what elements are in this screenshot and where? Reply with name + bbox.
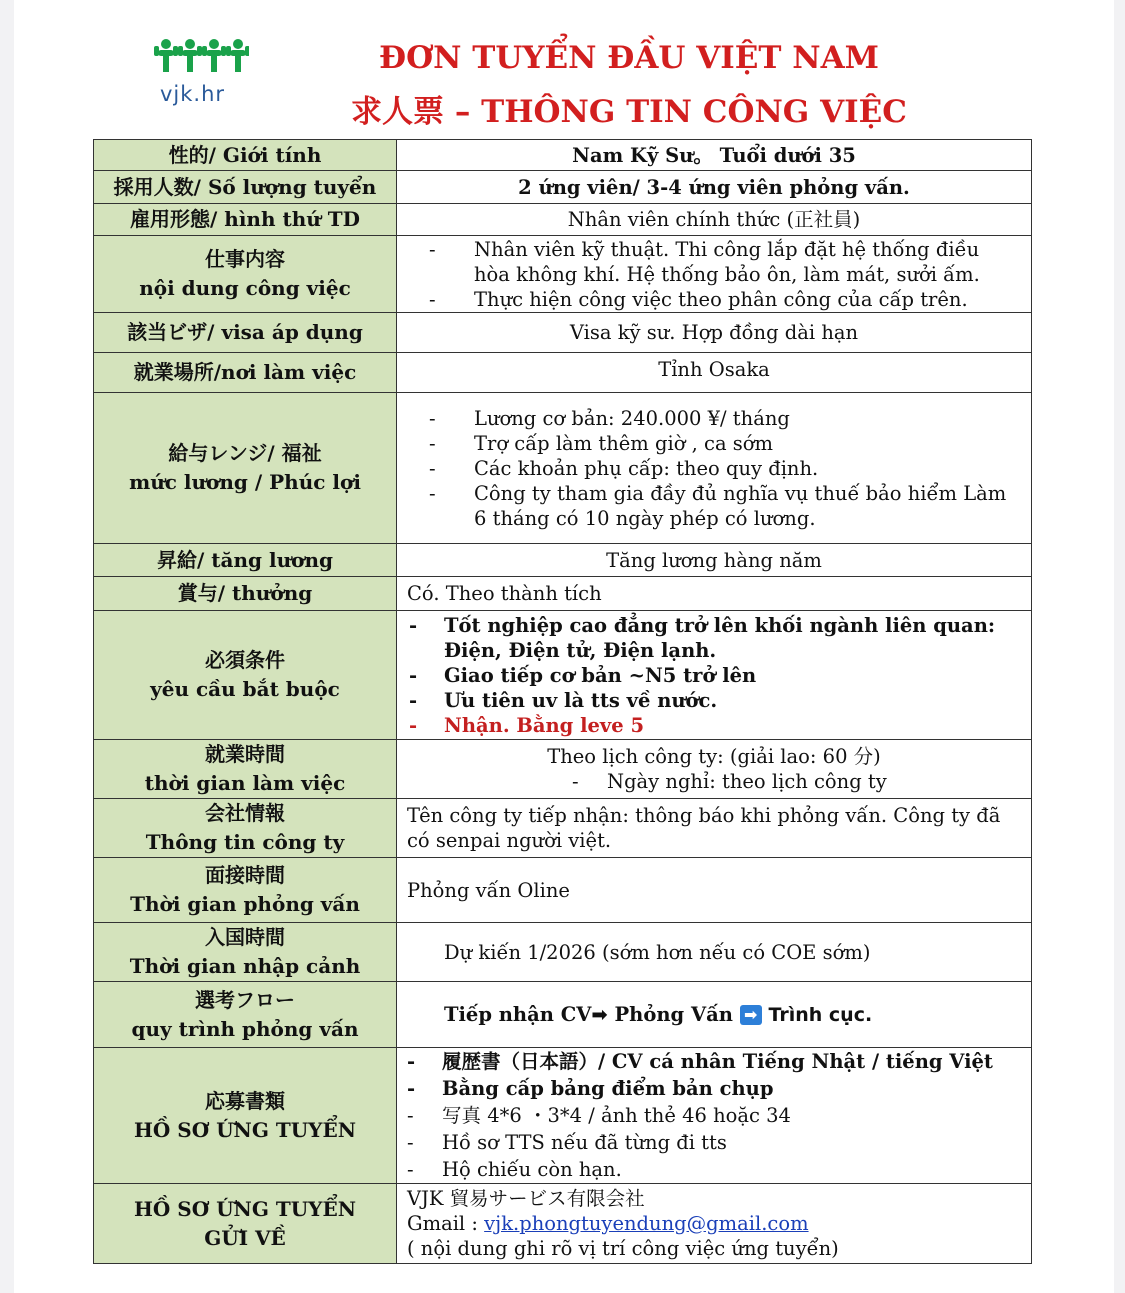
row-interview [94, 858, 1032, 923]
label-documents-jp: 応募書類 [205, 1088, 285, 1113]
label-entry-jp: 入国時間 [205, 925, 285, 949]
row-entry [94, 923, 1032, 982]
label-interview [94, 858, 397, 923]
row-process [94, 982, 1032, 1048]
arrow-right-icon: ➡ [591, 1002, 608, 1026]
value-requirements [397, 611, 1032, 740]
label-documents [94, 1048, 397, 1184]
process-step-interview: Phỏng Vấn [614, 1002, 733, 1026]
row-employment [94, 204, 1032, 236]
label-company-vi: Thông tin công ty [145, 830, 345, 854]
process-step-bureau: Trình cục. [768, 1003, 873, 1026]
row-gender [94, 140, 1032, 171]
list-item: - 写真 4*6 ・3*4 / ảnh thẻ 46 hoặc 34 [407, 1102, 1021, 1129]
label-employment: 雇用形態/ hình thứ TD [94, 204, 397, 236]
list-item: - Hồ sơ TTS nếu đã từng đi tts [407, 1129, 1021, 1156]
list-item: - Bằng cấp bảng điểm bản chụp [407, 1075, 1021, 1102]
row-hours [94, 740, 1032, 799]
label-interview-vi: Thời gian phỏng vấn [130, 892, 360, 916]
label-send-line2: GỬI VỀ [204, 1225, 286, 1250]
row-documents [94, 1048, 1032, 1184]
label-visa: 該当ビザ/ visa áp dụng [94, 313, 397, 353]
arrow-right-box-icon: ➡ [740, 1005, 762, 1025]
label-job [94, 236, 397, 313]
label-entry [94, 923, 397, 982]
label-send [94, 1184, 397, 1264]
list-item: - Hộ chiếu còn hạn. [407, 1156, 1021, 1183]
list-item: - Thực hiện công việc theo phân công của cấp trên. [429, 287, 1021, 312]
label-process [94, 982, 397, 1048]
recipient-company: VJK 貿易サービス有限会社 [407, 1187, 645, 1210]
value-send [397, 1184, 1032, 1264]
label-salary [94, 393, 397, 544]
label-process-vi: quy trình phỏng vấn [131, 1016, 359, 1041]
label-salary-vi: mức lương / Phúc lợi [129, 470, 361, 494]
list-item: - Các khoản phụ cấp: theo quy định. [429, 456, 1021, 481]
label-quantity: 採用人数/ Số lượng tuyển [94, 171, 397, 204]
list-item: - Lương cơ bản: 240.000 ¥/ tháng [429, 406, 1021, 431]
label-location: 就業場所/nơi làm việc [94, 353, 397, 393]
value-employment: Nhân viên chính thức (正社員) [397, 204, 1032, 236]
value-visa: Visa kỹ sư. Hợp đồng dài hạn [397, 313, 1032, 353]
row-raise [94, 544, 1032, 577]
logo-text: vjk.hr [160, 82, 226, 106]
row-send [94, 1184, 1032, 1264]
value-location: Tỉnh Osaka [397, 353, 1032, 393]
row-quantity [94, 171, 1032, 204]
value-entry: Dự kiến 1/2026 (sớm hơn nếu có COE sớm) [397, 923, 1032, 982]
label-requirements-jp: 必須条件 [205, 648, 285, 672]
value-raise: Tăng lương hàng năm [397, 544, 1032, 577]
gmail-label: Gmail : [407, 1212, 485, 1235]
label-hours-vi: thời gian làm việc [144, 771, 346, 795]
value-hours [397, 740, 1032, 799]
page-title: ĐƠN TUYỂN ĐẦU VIỆT NAM [379, 40, 879, 76]
row-location [94, 353, 1032, 393]
label-company-jp: 会社情報 [205, 801, 285, 825]
row-company [94, 799, 1032, 858]
label-requirements [94, 611, 397, 740]
label-raise: 昇給/ tăng lương [94, 544, 397, 577]
value-job [397, 236, 1032, 313]
row-job [94, 236, 1032, 313]
label-hours [94, 740, 397, 799]
label-gender: 性的/ Giới tính [94, 140, 397, 171]
label-entry-vi: Thời gian nhập cảnh [129, 954, 361, 978]
list-item: - Công ty tham gia đầy đủ nghĩa vụ thuế bảo hiểm Làm 6 tháng có 10 ngày phép có lương. [429, 481, 1021, 531]
process-step-cv: Tiếp nhận CV [444, 1002, 592, 1026]
list-item: - 履歴書（日本語）/ CV cá nhân Tiếng Nhật / tiếng Việt [407, 1048, 1021, 1075]
value-interview: Phỏng vấn Oline [397, 858, 1032, 923]
send-note: ( nội dung ghi rõ vị trí công việc ứng tuyển) [407, 1237, 839, 1260]
label-company [94, 799, 397, 858]
hours-line: Theo lịch công ty: (giải lao: 60 分) [547, 745, 881, 768]
value-bonus: Có. Theo thành tích [397, 577, 1032, 611]
value-documents [397, 1048, 1032, 1184]
row-requirements [94, 611, 1032, 740]
list-item: - Nhân viên kỹ thuật. Thi công lắp đặt hệ thống điều hòa không khí. Hệ thống bảo ôn, làm mát, sưởi ấm. [429, 237, 1021, 287]
list-item: - Ngày nghỉ: theo lịch công ty [572, 769, 1021, 794]
row-bonus [94, 577, 1032, 611]
people-logo-icon [154, 38, 249, 78]
label-interview-jp: 面接時間 [205, 863, 285, 887]
list-item: - Trợ cấp làm thêm giờ , ca sớm [429, 431, 1021, 456]
value-salary [397, 393, 1032, 544]
job-info-table [93, 139, 1032, 1264]
list-item: - Giao tiếp cơ bản ~N5 trở lên [409, 663, 1021, 688]
label-bonus: 賞与/ thưởng [94, 577, 397, 611]
label-hours-jp: 就業時間 [205, 742, 285, 766]
label-send-line1: HỒ SƠ ỨNG TUYỂN [133, 1196, 356, 1221]
label-salary-jp: 給与レンジ/ 福祉 [168, 441, 322, 465]
label-process-jp: 選考フロー [195, 987, 295, 1012]
job-form-page [14, 0, 1114, 1293]
page-subtitle: 求人票 – THÔNG TIN CÔNG VIỆC [351, 94, 907, 130]
row-visa [94, 313, 1032, 353]
value-quantity: 2 ứng viên/ 3-4 ứng viên phỏng vấn. [397, 171, 1032, 204]
row-salary [94, 393, 1032, 544]
highlight-item: - Nhận. Bằng leve 5 [409, 713, 1021, 738]
list-item: - Ưu tiên uv là tts về nước. [409, 688, 1021, 713]
list-item: - Tốt nghiệp cao đẳng trở lên khối ngành liên quan: Điện, Điện tử, Điện lạnh. [409, 613, 1021, 663]
label-requirements-vi: yêu cầu bắt buộc [150, 677, 340, 701]
value-company: Tên công ty tiếp nhận: thông báo khi phỏng vấn. Công ty đã có senpai người việt. [397, 799, 1032, 858]
value-process [397, 982, 1032, 1048]
label-job-jp: 仕事内容 [205, 247, 285, 271]
value-gender: Nam Kỹ Sư。 Tuổi dưới 35 [397, 140, 1032, 171]
gmail-line [407, 1211, 1031, 1236]
email-link[interactable]: vjk.phongtuyendung@gmail.com [484, 1212, 809, 1235]
label-job-vi: nội dung công việc [139, 276, 351, 300]
label-documents-vi: HỒ SƠ ỨNG TUYỂN [133, 1117, 356, 1142]
